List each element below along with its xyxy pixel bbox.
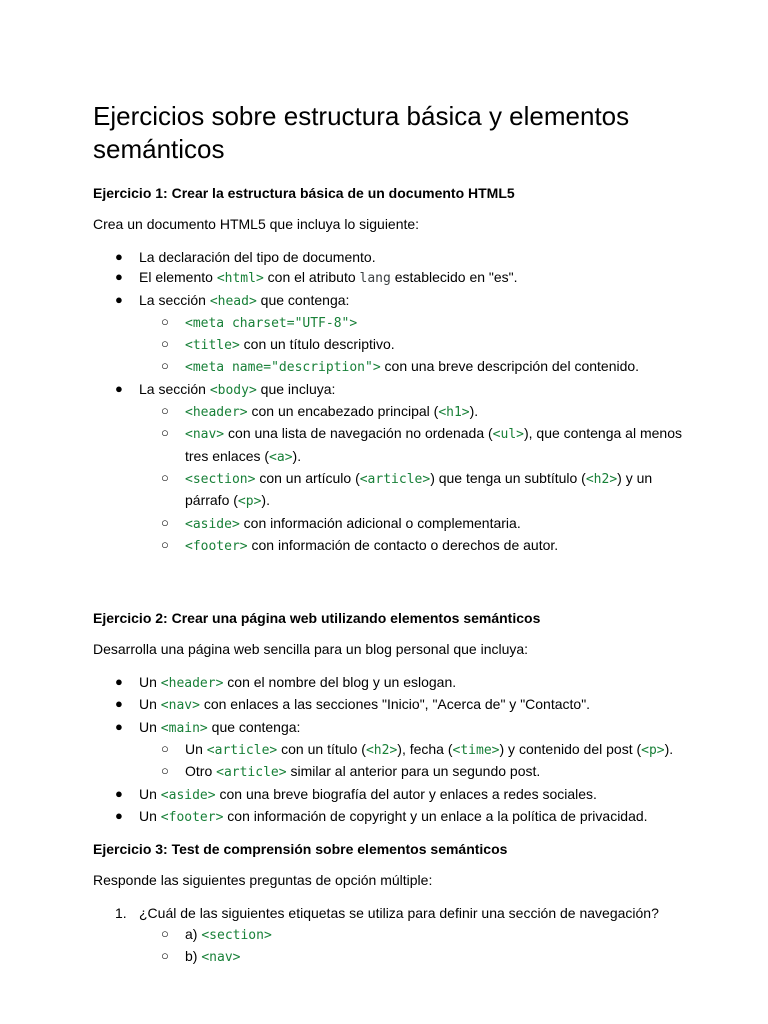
list-item: ● El elemento <html> con el atributo lang establecido en "es".	[115, 269, 518, 287]
sub-list-item: ○ <aside> con información adicional o complementaria.	[161, 514, 521, 532]
code-aside: <aside>	[160, 787, 216, 803]
code-h1: <h1>	[438, 405, 470, 421]
question-item: 1. ¿Cuál de las siguientes etiquetas se utiliza para definir una sección de navegación? ○ a) <section> ○ b) <nav>	[93, 903, 688, 968]
bullet-disc: ●	[115, 674, 123, 690]
code-section: <section>	[185, 471, 256, 487]
option-item: ○ b) <nav>	[161, 947, 241, 965]
list-item: ● Un <header> con el nombre del blog y un eslogan.	[115, 674, 457, 692]
list-item: ● La sección <head> que contenga: ○ <meta charset="UTF-8"> ○ <title> con un título descriptivo. ○ <meta name="description"> con una breve descripción del contenido.	[93, 290, 688, 379]
sub-list	[139, 739, 688, 784]
bullet-circle: ○	[161, 403, 169, 419]
options-list	[139, 924, 688, 969]
bullet-circle: ○	[161, 536, 169, 552]
code-section: <section>	[201, 927, 272, 943]
code-meta-description: <meta name="description">	[185, 360, 381, 376]
sub-list-item: ○ <meta name="description"> con una breve descripción del contenido.	[161, 358, 640, 376]
sub-list-item: ○ <footer> con información de contacto o derechos de autor.	[161, 536, 559, 554]
bullet-disc: ●	[115, 380, 123, 396]
list-item: ● La declaración del tipo de documento.	[93, 247, 688, 267]
sub-list	[139, 312, 688, 379]
question-number: 1.	[115, 905, 127, 922]
list-item: ● Un <main> que contenga: ○ Un <article> con un título (<h2>), fecha (<time>) y contenido del post (<p>). ○ Otro <article> similar al anterior para un segundo post.	[93, 717, 688, 784]
sub-list-item	[139, 312, 688, 334]
bullet-disc: ●	[115, 269, 123, 285]
code-p: <p>	[641, 743, 665, 759]
code-nav: <nav>	[185, 427, 225, 443]
code-html: <html>	[216, 271, 264, 287]
code-ul: <ul>	[492, 427, 524, 443]
code-body: <body>	[209, 382, 257, 398]
exercise-2-list	[93, 672, 688, 828]
bullet-circle: ○	[161, 336, 169, 352]
bullet-circle: ○	[161, 514, 169, 530]
code-article: <article>	[206, 743, 278, 759]
bullet-disc: ●	[115, 807, 123, 823]
code-nav: <nav>	[160, 698, 200, 714]
code-lang: lang	[359, 271, 391, 287]
bullet-circle: ○	[161, 925, 169, 941]
sub-list-item: ○ Otro <article> similar al anterior para un segundo post.	[161, 763, 541, 781]
bullet-disc: ●	[115, 249, 123, 264]
code-head: <head>	[209, 293, 257, 309]
code-a: <a>	[269, 449, 293, 465]
code-header: <header>	[185, 405, 248, 421]
bullet-circle: ○	[161, 425, 169, 441]
code-article: <article>	[216, 765, 287, 781]
page-title: Ejercicios sobre estructura básica y elementos semánticos	[93, 101, 630, 164]
list-item: ● La sección <body> que incluya: ○ <header> con un encabezado principal (<h1>). ○ <nav> con una lista de navegación no ordenada (<ul>), que contenga al menos tres enlaces (<a>). ○ <section> con un artículo (<article>) que tenga un subtítulo (<h2>) y un párrafo (<p>). ○ <aside> con información adicional o complementaria. ○ <footer> con información de contacto o derechos de autor.	[93, 379, 688, 557]
bullet-circle: ○	[161, 358, 169, 374]
code-article: <article>	[359, 471, 431, 487]
code-meta-charset: <meta charset="UTF-8">	[185, 315, 358, 331]
sub-list	[139, 401, 688, 557]
exercise-2-heading: Ejercicio 2: Crear una página web utilizando elementos semánticos	[93, 610, 541, 627]
sub-list-item: ○ Un <article> con un título (<h2>), fecha (<time>) y contenido del post (<p>).	[161, 741, 674, 759]
code-footer: <footer>	[160, 809, 224, 825]
code-main: <main>	[160, 720, 208, 736]
sub-list-item: ○ <section> con un artículo (<article>) que tenga un subtítulo (<h2>) y un párrafo (<p>).	[161, 469, 653, 510]
exercise-3-intro: Responde las siguientes preguntas de opción múltiple:	[93, 872, 433, 889]
code-aside: <aside>	[185, 516, 240, 532]
bullet-circle: ○	[161, 741, 169, 757]
exercise-3-questions	[93, 903, 688, 968]
bullet-circle: ○	[161, 313, 169, 329]
code-h2: <h2>	[365, 743, 398, 759]
list-item: ● Un <footer> con información de copyright y un enlace a la política de privacidad.	[115, 807, 648, 825]
exercise-1-heading: Ejercicio 1: Crear la estructura básica de un documento HTML5	[93, 185, 515, 201]
bullet-circle: ○	[161, 469, 169, 485]
sub-list-item: ○ <header> con un encabezado principal (<h1>).	[161, 403, 479, 421]
code-nav: <nav>	[201, 949, 241, 965]
code-title: <title>	[185, 338, 240, 354]
code-footer: <footer>	[185, 538, 248, 554]
bullet-disc: ●	[115, 785, 123, 801]
sub-list-item: ○ <nav> con una lista de navegación no ordenada (<ul>), que contenga al menos tres enlaces (<a>).	[161, 425, 682, 465]
exercise-1-list	[93, 247, 688, 557]
bullet-disc: ●	[115, 291, 123, 307]
bullet-circle: ○	[161, 947, 169, 963]
code-time: <time>	[452, 743, 500, 759]
exercise-2-intro: Desarrolla una página web sencilla para un blog personal que incluya:	[93, 641, 529, 658]
list-item: ● Un <aside> con una breve biografía del autor y enlaces a redes sociales.	[115, 785, 597, 803]
bullet-disc: ●	[115, 696, 123, 712]
bullet-circle: ○	[161, 763, 169, 779]
code-h2: <h2>	[585, 471, 618, 487]
option-item: ○ a) <section>	[161, 925, 272, 943]
list-item: ● Un <nav> con enlaces a las secciones "Inicio", "Acerca de" y "Contacto".	[115, 696, 591, 714]
code-p: <p>	[237, 494, 262, 510]
exercise-3-heading: Ejercicio 3: Test de comprensión sobre elementos semánticos	[93, 841, 508, 858]
sub-list-item: ○ <title> con un título descriptivo.	[161, 336, 395, 354]
code-header: <header>	[160, 676, 224, 692]
bullet-disc: ●	[115, 718, 123, 734]
exercise-1-intro: Crea un documento HTML5 que incluya lo siguiente:	[93, 216, 420, 232]
